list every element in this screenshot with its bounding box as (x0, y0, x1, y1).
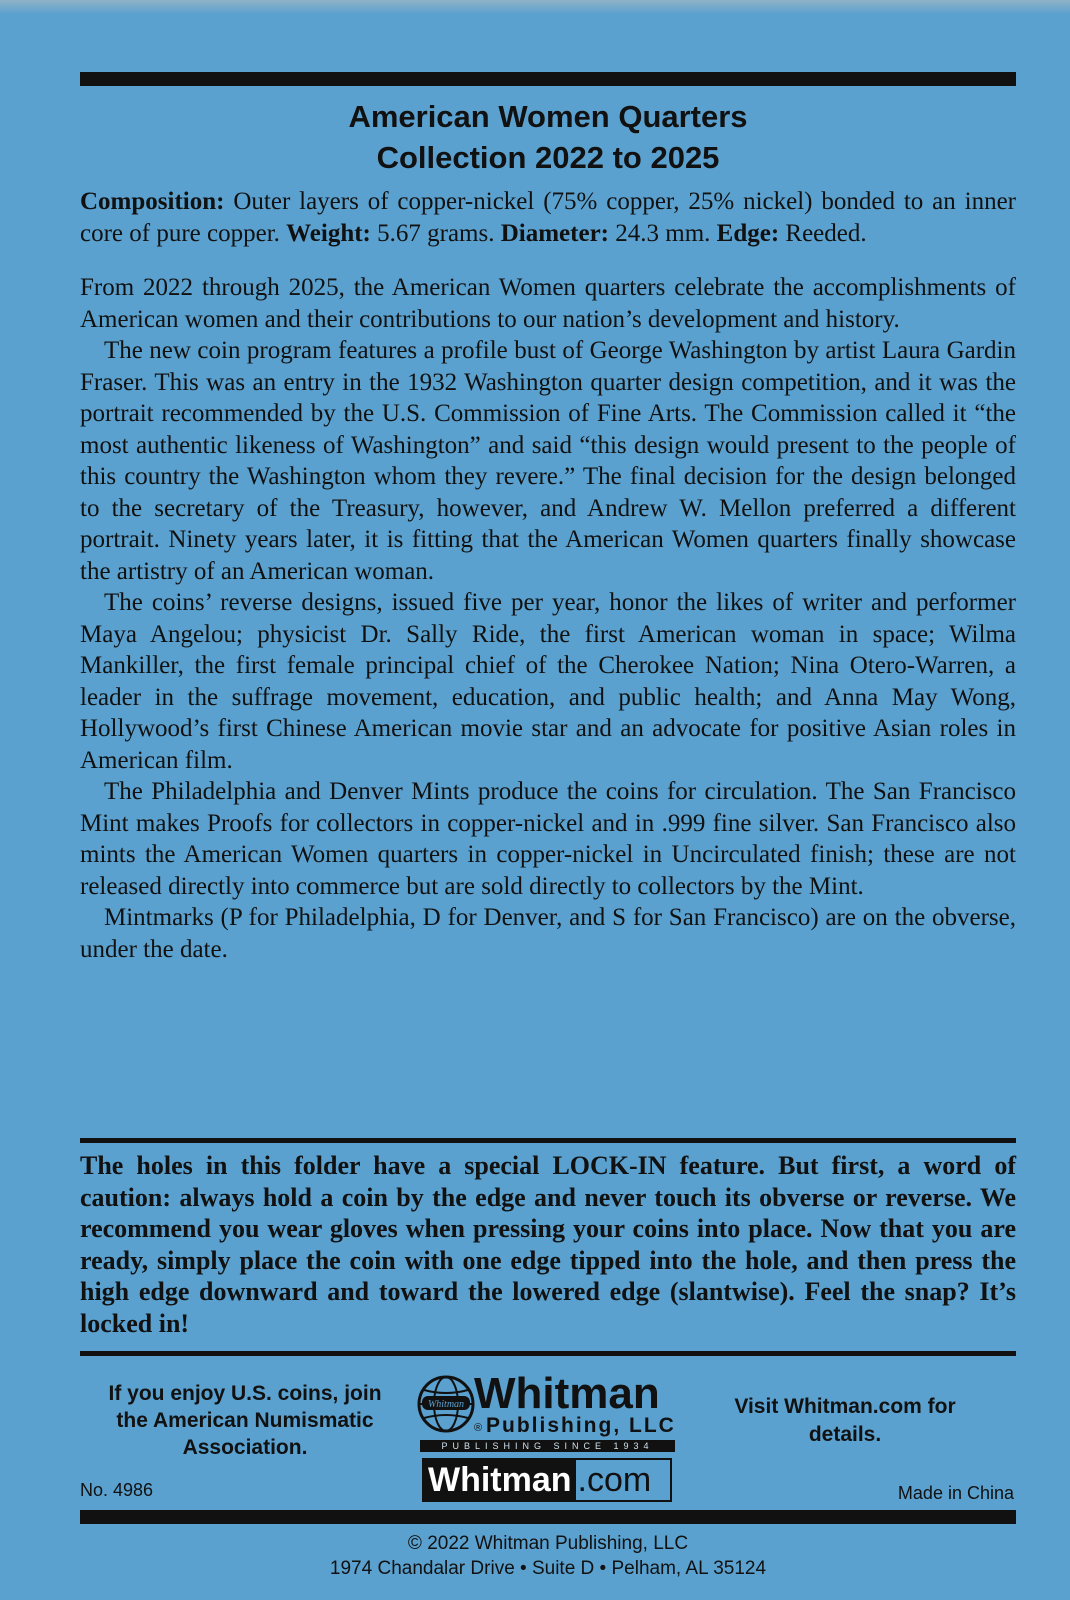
catalog-number: No. 4986 (80, 1480, 154, 1500)
lock-in-caution: The holes in this folder have a special LOCK-IN feature. But first, a word of caution: always hold a coin by the edge and never touch its obverse or reverse. We recommend you wear gloves when pressing your coins into place. Now that you are ready, simply place the coin with one edge tipped into the hole, and then press the high edge downward and toward the lowered edge (slantwise). Feel the snap? It’s locked in! (80, 1151, 1016, 1338)
country-of-origin: Made in China (897, 1483, 1014, 1503)
weight-label: Weight: (286, 219, 371, 247)
composition-label: Composition: (80, 188, 225, 215)
publishing-since-banner: PUBLISHING SINCE 1934 (420, 1440, 675, 1452)
ana-promo: If you enjoy U.S. coins, join the American Numismatic Association. (108, 1382, 382, 1459)
whitman-logo (416, 1369, 680, 1504)
title-line-1: American Women Quarters (348, 99, 748, 134)
composition-text: Outer layers of copper-nickel (75% copper, 25% nickel) bonded to an inner core of pure copper. (80, 188, 1016, 247)
footer-address: 1974 Chandalar Drive • Suite D • Pelham, AL 35124 (329, 1558, 767, 1579)
page-top-edge (0, 0, 1070, 14)
edge-label: Edge: (716, 219, 780, 247)
diameter-text: 24.3 mm. (609, 219, 717, 247)
caution-top-rule (80, 1138, 1016, 1143)
page-title (80, 96, 1016, 178)
title-line-2: Collection 2022 to 2025 (376, 140, 720, 175)
top-rule (80, 72, 1016, 86)
paragraph-portrait: The new coin program features a profile bust of George Washington by artist Laura Gardin Fraser. This was an entry in the 1932 Washington quarter design competition, and it was the portrait recommended by the U.S. Commission of Fine Arts. The Commission called it “the most authentic likeness of Washington” and said “this design would present to the people of this country the Washington whom they revere.” The final decision for the design belonged to the secretary of the Treasury, however, and Andrew W. Mellon preferred a different portrait. Ninety years later, it is fitting that the American Women quarters finally showcase the artistry of an American woman. (80, 337, 1016, 585)
paragraph-intro: From 2022 through 2025, the American Women quarters celebrate the accomplishments of American women and their contributions to our nation’s development and history. (80, 274, 1016, 333)
registered-mark: ® (474, 1422, 483, 1434)
whitman-dotcom-badge (422, 1458, 672, 1502)
weight-text: 5.67 grams. (370, 219, 501, 247)
globe-label: Whitman (427, 1399, 465, 1410)
brand-publishing: Publishing, LLC (486, 1414, 676, 1437)
paragraph-mints: The Philadelphia and Denver Mints produce the coins for circulation. The San Francisco Mint makes Proofs for collectors in copper-nickel and in .999 fine silver. San Francisco also mints the American Women quarters in copper-nickel in Uncirculated finish; these are not released directly into commerce but are sold directly to collectors by the Mint. (80, 778, 1016, 900)
dotcom-suffix: .com (577, 1461, 652, 1499)
dotcom-brand: Whitman (424, 1460, 576, 1500)
footer-copyright: © 2022 Whitman Publishing, LLC (407, 1533, 689, 1554)
visit-website-note: Visit Whitman.com for details. (734, 1395, 956, 1446)
description-body (80, 272, 1016, 965)
globe-icon (416, 1374, 476, 1434)
edge-text: Reeded. (779, 219, 867, 247)
diameter-label: Diameter: (500, 219, 609, 247)
paragraph-reverse-designs: The coins’ reverse designs, issued five per year, honor the likes of writer and performer Maya Angelou; physicist Dr. Sally Ride, the first American woman in space; Wilma Mankiller, the first female principal chief of the Cherokee Nation; Nina Otero-Warren, a leader in the suffrage movement, education, and public health; and Anna May Wong, Hollywood’s first Chinese American movie star and an advocate for positive Asian roles in American film. (80, 589, 1016, 774)
specifications (80, 186, 1016, 249)
footer-rule (80, 1510, 1016, 1524)
brand-name: Whitman (474, 1369, 660, 1418)
paragraph-mintmarks: Mintmarks (P for Philadelphia, D for Denver, and S for San Francisco) are on the obverse, under the date. (80, 904, 1016, 963)
caution-bottom-rule (80, 1351, 1016, 1356)
